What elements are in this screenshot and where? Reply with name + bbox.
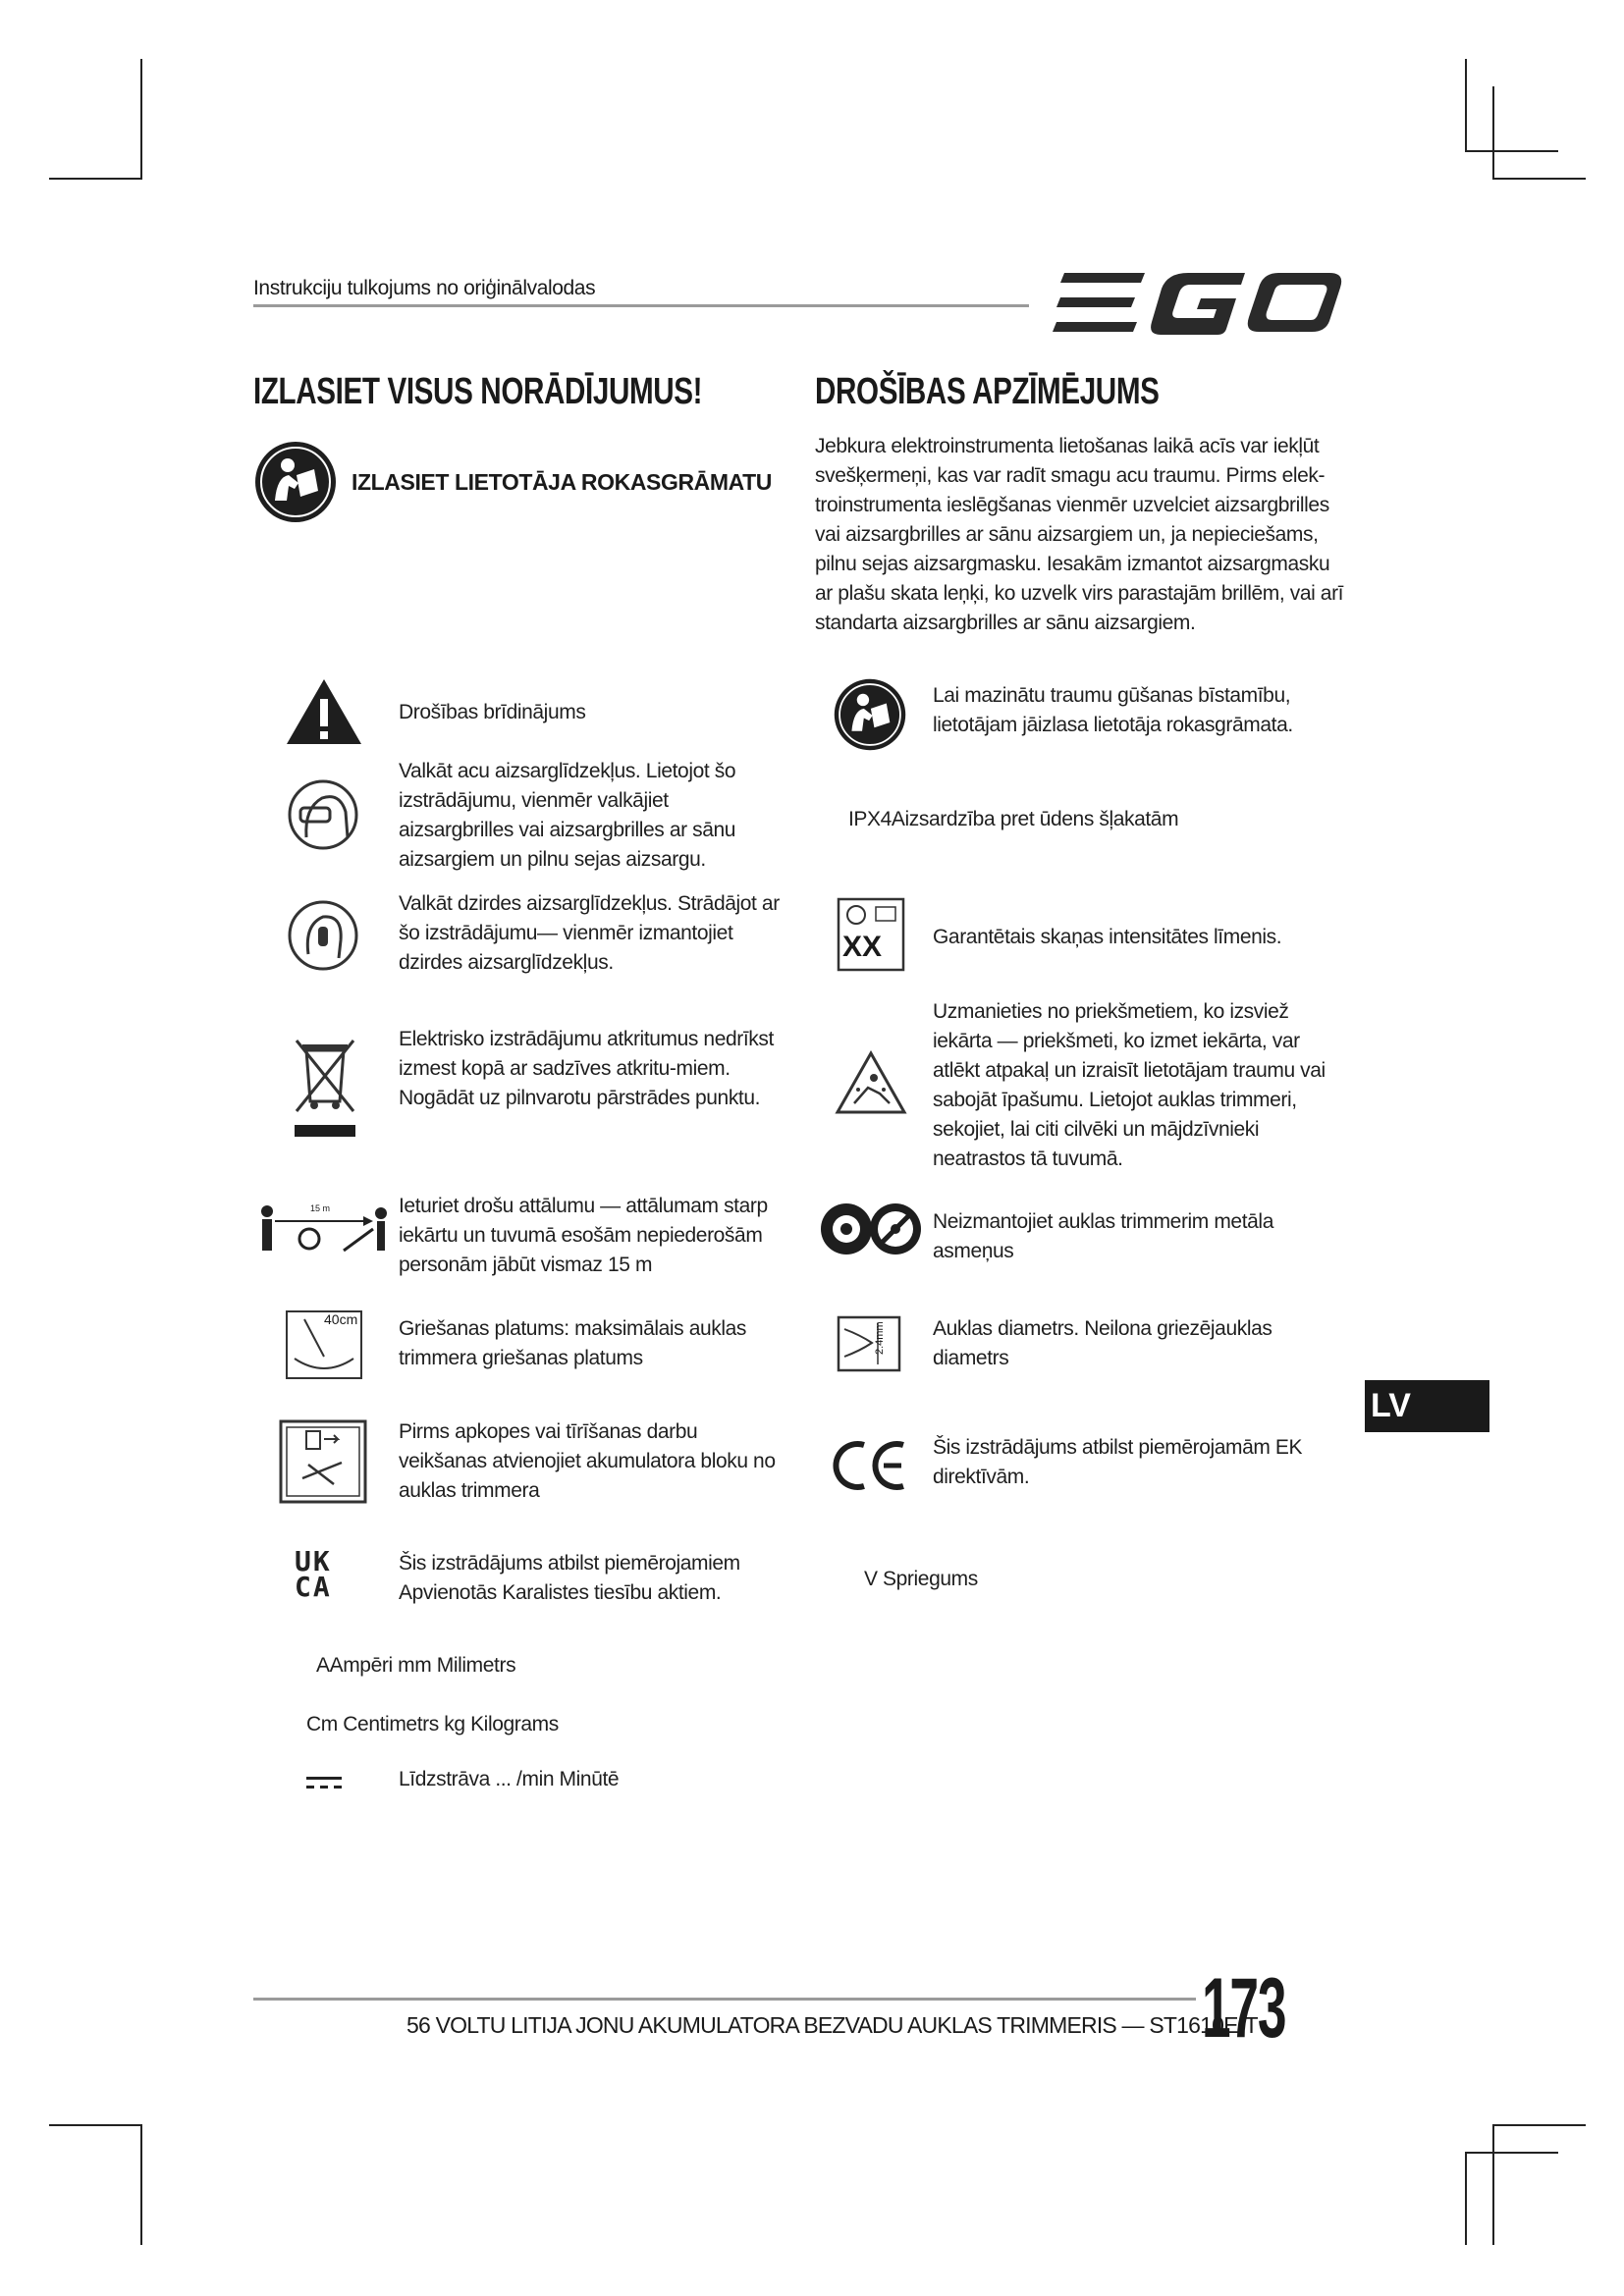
right-item-text: Uzmanieties no priekšmetiem, ko izsviež iekārta — priekšmeti, ko izmet iekārta, var atlēkt atpakaļ un izraisīt lietotājam traumu vai sabojāt īpašumu. Lietojot auklas trimmeri, sekojiet, lai citi cilvēki un mājdzīvnieki neatrastos tā tuvumā. bbox=[933, 1000, 1326, 1170]
right-item-text: Lai mazinātu traumu gūšanas bīstamību, lietotājam jāizlasa lietotāja rokasgrāmata. bbox=[933, 684, 1293, 736]
crop-mark bbox=[140, 59, 142, 180]
crop-mark bbox=[1492, 178, 1586, 180]
left-item-text: Pirms apkopes vai tīrīšanas darbu veikšanas atvienojiet akumulatora bloku no auklas trimmera bbox=[399, 1420, 776, 1502]
header-subtitle: Instrukciju tulkojums no oriģinālvalodas bbox=[253, 277, 596, 299]
left-item-text: Drošības brīdinājums bbox=[399, 701, 586, 723]
read-manual-icon bbox=[833, 677, 907, 752]
safe-distance-label: 15 m bbox=[310, 1203, 331, 1213]
line-diameter-icon bbox=[837, 1315, 901, 1372]
ukca-label: UK CA bbox=[295, 1545, 332, 1603]
left-item-text: Ieturiet drošu attālumu — attālumam starp iekārtu un tuvumā esošām nepiederošām personām jābūt vismaz 15 m bbox=[399, 1195, 768, 1276]
crop-mark bbox=[1465, 59, 1467, 152]
ukca-icon bbox=[295, 1545, 353, 1603]
footer-title: 56 VOLTU LITIJA JONU AKUMULATORA BEZVADU AUKLAS TRIMMERIS — ST1610E-T bbox=[406, 2012, 1258, 2038]
right-intro: Jebkura elektroinstrumenta lietošanas laikā acīs var iekļūt svešķermeņi, kas var radīt smagu acu traumu. Pirms elek-troinstrumenta ieslēgšanas vienmēr uzvelciet aizsargbrilles vai aizsargbrilles ar sānu aizsargiem un, ja nepieciešams, pilnu sejas aizsargmasku. Iesakām izmantot aizsargmasku ar plašu skata leņķi, ko uzvelk virs parastajām brillēm, vai arī standarta aizsargbrilles ar sānu aizsargiem. bbox=[815, 435, 1344, 634]
warning-triangle-icon bbox=[285, 677, 363, 746]
left-item-text: Valkāt acu aizsarglīdzekļus. Lietojot šo izstrādājumu, vienmēr valkājiet aizsargbrilles vai aizsargbrilles ar sānu aizsargiem un pilnu sejas aizsargu. bbox=[399, 760, 736, 871]
crossed-bin-icon bbox=[291, 1035, 359, 1139]
left-item-text: Šis izstrādājums atbilst piemērojamiem Apvienotās Karalistes tiesību aktiem. bbox=[399, 1552, 740, 1604]
dc-current-icon bbox=[306, 1775, 342, 1790]
right-heading: DROŠĪBAS APZĪMĒJUMS bbox=[815, 371, 1160, 412]
crop-mark bbox=[1465, 150, 1558, 152]
crop-mark bbox=[49, 178, 142, 180]
read-manual-icon bbox=[253, 440, 338, 524]
language-tab: LV bbox=[1365, 1380, 1489, 1432]
dc-text: Līdzstrāva ... /min Minūtē bbox=[399, 1768, 620, 1790]
line-diameter-label: 2.4mm bbox=[874, 1321, 886, 1355]
left-item-text: Griešanas platums: maksimālais auklas trimmera griešanas platums bbox=[399, 1317, 747, 1369]
sound-power-label: XX bbox=[842, 931, 883, 963]
left-item-text: Valkāt dzirdes aizsarglīdzekļus. Strādājot ar šo izstrādājumu— vienmēr izmantojiet dzirdes aizsarglīdzekļus. bbox=[399, 892, 780, 974]
ce-mark-icon bbox=[833, 1439, 907, 1492]
right-item-text: V Spriegums bbox=[864, 1568, 978, 1590]
page-number: 173 bbox=[1202, 1961, 1286, 2056]
left-item-text: Elektrisko izstrādājumu atkritumus nedrīkst izmest kopā ar sadzīves atkritu-miem. Nogādāt uz pilnvarotu pārstrādes punktu. bbox=[399, 1028, 774, 1109]
crop-mark bbox=[49, 2124, 142, 2126]
right-item-text: IPX4Aizsardzība pret ūdens šļakatām bbox=[848, 808, 1179, 830]
right-item-text: Neizmantojiet auklas trimmerim metāla asmeņus bbox=[933, 1210, 1273, 1262]
crop-mark bbox=[140, 2124, 142, 2245]
sound-power-icon bbox=[837, 897, 905, 972]
header-rule bbox=[253, 304, 1029, 307]
disconnect-battery-icon bbox=[279, 1419, 367, 1504]
crop-mark bbox=[1492, 86, 1494, 180]
right-item-text: Šis izstrādājums atbilst piemērojamām EK direktīvām. bbox=[933, 1436, 1303, 1488]
crop-mark bbox=[1492, 2124, 1586, 2126]
right-item-text: Garantētais skaņas intensitātes līmenis. bbox=[933, 926, 1282, 948]
safe-distance-icon bbox=[255, 1200, 393, 1258]
left-heading: IZLASIET VISUS NORĀDĪJUMUS! bbox=[253, 371, 703, 412]
crop-mark bbox=[1465, 2152, 1558, 2154]
ear-protection-icon bbox=[287, 899, 359, 972]
read-manual-label: IZLASIET LIETOTĀJA ROKASGRĀMATU bbox=[352, 469, 773, 495]
units-line: AAmpēri mm Milimetrs bbox=[316, 1654, 516, 1677]
footer-rule bbox=[253, 1998, 1196, 2001]
cutting-width-icon bbox=[285, 1309, 363, 1380]
thrown-objects-icon bbox=[835, 1050, 907, 1115]
crop-mark bbox=[1465, 2152, 1467, 2245]
no-metal-blades-icon bbox=[819, 1201, 923, 1256]
brand-logo bbox=[1051, 267, 1345, 340]
eye-protection-icon bbox=[287, 778, 359, 851]
crop-mark bbox=[1492, 2124, 1494, 2245]
units-line: Cm Centimetrs kg Kilograms bbox=[306, 1713, 559, 1735]
right-item-text: Auklas diametrs. Neilona griezējauklas diametrs bbox=[933, 1317, 1272, 1369]
cutting-width-label: 40cm bbox=[324, 1311, 358, 1327]
